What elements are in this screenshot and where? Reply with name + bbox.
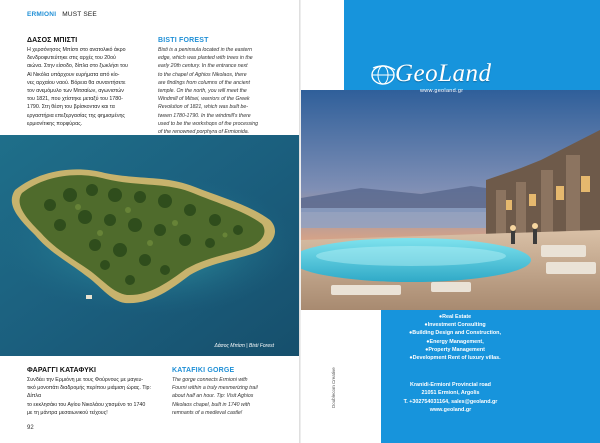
aerial-peninsula-illustration: [0, 135, 300, 356]
bisti-greek-text: [27, 46, 148, 128]
text-line: temple. On the north, you will meet the: [158, 88, 247, 95]
text-line: με τη μάντρα μεσαιωνικού τείχους!: [27, 409, 108, 416]
katafiki-english-text: [172, 376, 292, 417]
text-line: αιώνα. Στην είσοδο, δίπλα στο ξωκλήσι του: [27, 63, 128, 70]
text-line: about half an hour. Tip: Visit Aghios: [172, 393, 254, 400]
bisti-forest-photo: [0, 135, 300, 356]
katafiki-english-column: [172, 367, 292, 417]
service-item: ●Development Rent of luxury villas.: [409, 355, 501, 362]
service-item: ●Property Management: [425, 346, 485, 353]
bisti-greek-column: [27, 37, 148, 128]
credit-text: Doublecom Creative: [331, 367, 336, 408]
katafiki-greek-title: ΦΑΡΑΓΓΙ ΚΑΤΑΦΥΚΙ: [27, 367, 97, 374]
katafiki-english-title: KATAFIKI GORGE: [172, 367, 235, 374]
contact-address: Kranidi-Ermioni Provincial road: [410, 382, 491, 388]
text-line: early 20th century. In the entrance next: [158, 63, 248, 70]
text-line: Fourni within a truly mesmerizing trail: [172, 385, 258, 392]
logo-url: www.geoland.gr: [420, 88, 464, 94]
design-credit: [331, 342, 339, 408]
bisti-english-column: [158, 37, 290, 136]
photo-caption: Δάσος Μπίστι | Bisti Forest: [214, 343, 274, 349]
header-section: MUST SEE: [62, 11, 97, 18]
text-line: δενδροφυτεύτηκε στις αρχές του 20ού: [27, 55, 116, 62]
text-line: 1790. Στη θέση του βρίσκονταν και τα: [27, 104, 115, 111]
text-line: Nikolaos chapel, built in 1740 with: [172, 401, 251, 408]
text-line: of the renowned porphyra of Ermionida.: [158, 129, 250, 136]
contact-city: 21051 Ermioni, Argolis: [421, 390, 480, 397]
bisti-english-text: [158, 46, 290, 136]
bisti-english-title: BISTI FOREST: [158, 37, 209, 44]
text-line: Bisti is a peninsula located in the eastern: [158, 47, 253, 53]
text-line: Η χερσόνησος Μπίστι στο ανατολικό άκρο: [27, 47, 126, 53]
contact-block: [381, 381, 520, 414]
text-line: remnants of a medieval castle!: [172, 409, 243, 416]
page-number: 92: [27, 425, 34, 431]
running-header: [27, 11, 97, 18]
ad-villa-photo: [301, 90, 600, 310]
text-line: are findings from columns of the ancient: [158, 79, 250, 86]
text-line: Αϊ Νικόλα υπάρχουν ευρήματα από κίο-: [27, 71, 120, 78]
text-line: The gorge connects Ermioni with: [172, 377, 248, 383]
text-line: τον ανεμόμυλο των Μιτσαίων, αγωνιστών: [27, 88, 124, 95]
text-line: το εκκλησάκι του Αγίου Νικολάου χτισμένο το 1740: [27, 401, 146, 408]
service-item: ●Energy Management,: [426, 338, 484, 345]
katafiki-greek-column: [27, 367, 157, 417]
service-item: ●Real Estate: [438, 314, 472, 320]
text-line: εργαστήρια επεξεργασίας της φημισμένης: [27, 112, 125, 119]
text-line: Windmill of Mitsei, warriors of the Greek: [158, 96, 250, 103]
text-line: τικό μονοπάτι διαδρομής περίπου μιάμιση ώρας. Tip: Δίπλα: [27, 385, 151, 400]
text-line: to the chapel of Aghios Nikolaos, there: [158, 71, 247, 78]
katafiki-greek-text: [27, 376, 157, 417]
geoland-logo: [370, 60, 540, 100]
text-line: tween 1780-1790. In the windmill's there: [158, 112, 251, 119]
globe-logo-icon: [370, 64, 396, 86]
text-line: Συνδέει την Ερμιόνη με τους Φούρνους με μαγευ-: [27, 377, 144, 383]
services-list: [390, 313, 520, 362]
text-line: νες αρχαίου ναού. Βόρεια θα συναντήσετε: [27, 79, 126, 86]
text-line: used to be the workshops of the processing: [158, 120, 259, 127]
service-item: ●Investment Consulting: [424, 322, 486, 329]
service-item: ●Building Design and Construction,: [409, 330, 501, 337]
contact-website: www.geoland.gr: [429, 406, 472, 413]
logo-wordmark: GeoLand: [395, 60, 492, 87]
bisti-greek-title: ΔΑΣΟΣ ΜΠΙΣΤΙ: [27, 37, 78, 44]
text-line: Revolution of 1821, which was built be-: [158, 104, 248, 111]
villa-pool-illustration: [301, 90, 600, 310]
text-line: του 1821, που χτίστηκε μεταξύ του 1780-: [27, 96, 123, 103]
ad-white-corner: [301, 310, 381, 443]
header-brand: ERMIONI: [27, 11, 57, 18]
text-line: ερμιονίτικης πορφύρας.: [27, 120, 83, 127]
contact-phone-email: T. +302754031164, sales@geoland.gr: [403, 398, 498, 405]
text-line: edge, which was planted with trees in the: [158, 55, 253, 62]
